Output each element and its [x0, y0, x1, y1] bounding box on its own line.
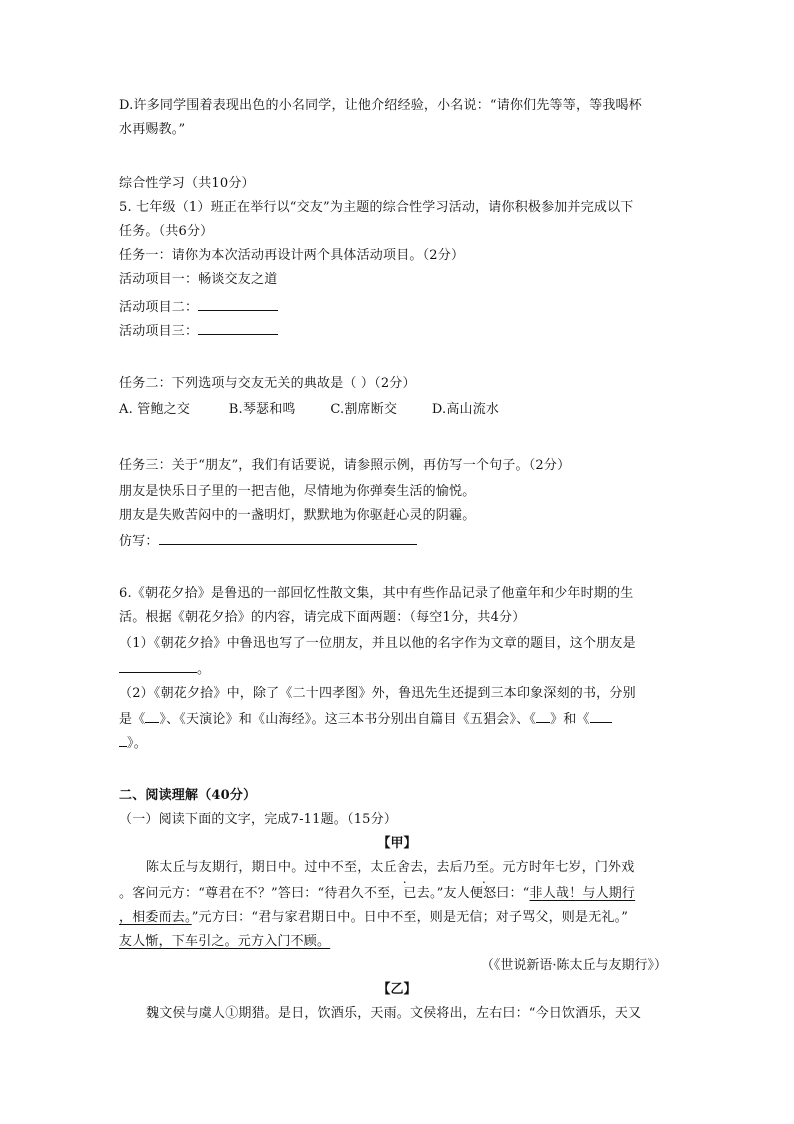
option-d-line-1: D.许多同学围着表现出色的小名同学，让他介绍经验，小名说：“请你们先等等，等我喝杯 — [119, 98, 642, 113]
q6-sub-2-line-3 — [119, 732, 147, 754]
q5-activity-item-2 — [119, 296, 278, 318]
reading-intro: （一）阅读下面的文字，完成7-11题。（15分） — [119, 812, 398, 827]
section-title-reading — [119, 786, 256, 806]
q5-imitate-label: 仿写： — [119, 534, 159, 549]
option-d-line-2: 水再赐教。” — [119, 122, 186, 137]
q5-activity-item-3 — [119, 320, 278, 342]
q6-sub-2-line-1: （2）《朝花夕拾》中，除了《二十四孝图》外，鲁迅先生还提到三本印象深刻的书，分别 — [119, 686, 636, 701]
answer-blank-book-1[interactable] — [145, 708, 159, 723]
jia-l2-underlined: 非人哉！与人期行 — [529, 886, 636, 901]
q5-activity-item-3-label: 活动项目三： — [119, 324, 199, 339]
q5-activity-item-1: 活动项目一：畅谈交友之道 — [119, 272, 278, 287]
jia-l2-a: 。客问元方：“尊君在不？”答曰：“待君久不至，已去。”友人便怒曰：“ — [119, 886, 530, 901]
jia-l1-she: 舍 — [396, 860, 411, 875]
section-title-comprehensive: 综合性学习（共10分） — [119, 176, 255, 191]
option-c: C.割席断交 — [330, 402, 398, 417]
q5-task-1: 任务一：请你为本次活动再设计两个具体活动项目。（2分） — [119, 248, 465, 263]
q6-line-1: 6.《朝花夕拾》是鲁迅的一部回忆性散文集，其中有些作品记录了他童年和少年时期的生 — [119, 586, 634, 601]
q6-sub-2-text-d: 》。 — [127, 736, 147, 751]
passage-jia-line-3 — [119, 908, 628, 928]
answer-blank-chapter-2[interactable] — [536, 708, 550, 723]
jia-l1-c: 。元方时年七岁，门外戏 — [489, 860, 635, 875]
passage-label-yi: 【乙】 — [377, 982, 417, 997]
jia-l3-underlined: ，相委而去。 — [119, 910, 192, 925]
answer-blank-item-3[interactable] — [198, 320, 278, 335]
q6-sub-2-line-2 — [119, 708, 612, 730]
q6-sub-1-line-2 — [119, 658, 210, 680]
passage-jia-line-4 — [119, 932, 330, 952]
option-a: A. 管鲍之交 — [119, 402, 191, 417]
jia-l3-b: ”元方曰：“君与家君期日中。日中不至，则是无信；对子骂父，则是无礼。” — [191, 910, 629, 925]
section-title-reading-text: 二、阅读理解（40分） — [119, 788, 257, 803]
passage-jia-line-1 — [146, 858, 634, 878]
option-d: D.高山流水 — [431, 402, 500, 417]
q5-activity-item-2-label: 活动项目二： — [119, 300, 199, 315]
q6-sub-2-text-a: 是《 — [119, 712, 146, 727]
q5-line-1: 5. 七年级（1）班正在举行以“交友”为主题的综合性学习活动，请你积极参加并完成以下 — [119, 200, 634, 215]
passage-yi-line-1: 魏文侯与虞人①期猎。是日，饮酒乐，天雨。文侯将出，左右曰：“今日饮酒乐，天又 — [146, 1006, 642, 1021]
answer-blank-friend-name[interactable] — [119, 658, 197, 673]
q5-example-1: 朋友是快乐日子里的一把吉他，尽情地为你弹奏生活的愉悦。 — [119, 484, 476, 499]
jia-l1-zhi: 至 — [476, 860, 490, 875]
q5-task-3: 任务三：关于“朋友”，我们有话要说，请参照示例，再仿写一个句子。（2分） — [119, 458, 571, 473]
q5-task-2: 任务二：下列选项与交友无关的典故是（ ）（2分） — [119, 376, 416, 391]
answer-blank-chapter-3[interactable] — [590, 708, 612, 723]
jia-l4-underlined: 友人惭，下车引之。元方入门不顾。 — [119, 934, 331, 949]
q5-example-2: 朋友是失败苦闷中的一盏明灯，默默地为你驱赶心灵的阴霾。 — [119, 508, 476, 523]
jia-l1-a: 陈太丘与友期行，期日中。过中不至，太丘 — [146, 860, 397, 875]
q5-line-2: 任务。（共6分） — [119, 224, 214, 239]
answer-blank-chapter-3-cont[interactable] — [119, 732, 127, 747]
q5-task-2-options — [119, 400, 499, 420]
answer-blank-imitate[interactable] — [159, 530, 417, 545]
passage-label-jia: 【甲】 — [377, 836, 417, 851]
answer-blank-item-2[interactable] — [198, 296, 278, 311]
q6-sub-1-end: 。 — [197, 662, 211, 677]
q6-sub-2-text-b: 》、《天演论》和《山海经》。这三本书分别出自篇目《五猖会》、《 — [159, 712, 537, 727]
q6-sub-1-line-1: （1）《朝花夕拾》中鲁迅也写了一位朋友，并且以他的名字作为文章的题目，这个朋友是 — [119, 636, 636, 651]
q6-line-2: 活。根据《朝花夕拾》的内容，请完成下面两题：（每空1分，共4分） — [119, 610, 526, 625]
option-b: B.琴瑟和鸣 — [228, 402, 296, 417]
jia-l1-b: 去，去后乃 — [410, 860, 477, 875]
q5-imitate-line — [119, 530, 417, 552]
q6-sub-2-text-c: 》和《 — [550, 712, 590, 727]
passage-jia-line-2 — [119, 884, 635, 904]
passage-source: （《世说新语·陈太丘与友期行》） — [480, 958, 667, 973]
